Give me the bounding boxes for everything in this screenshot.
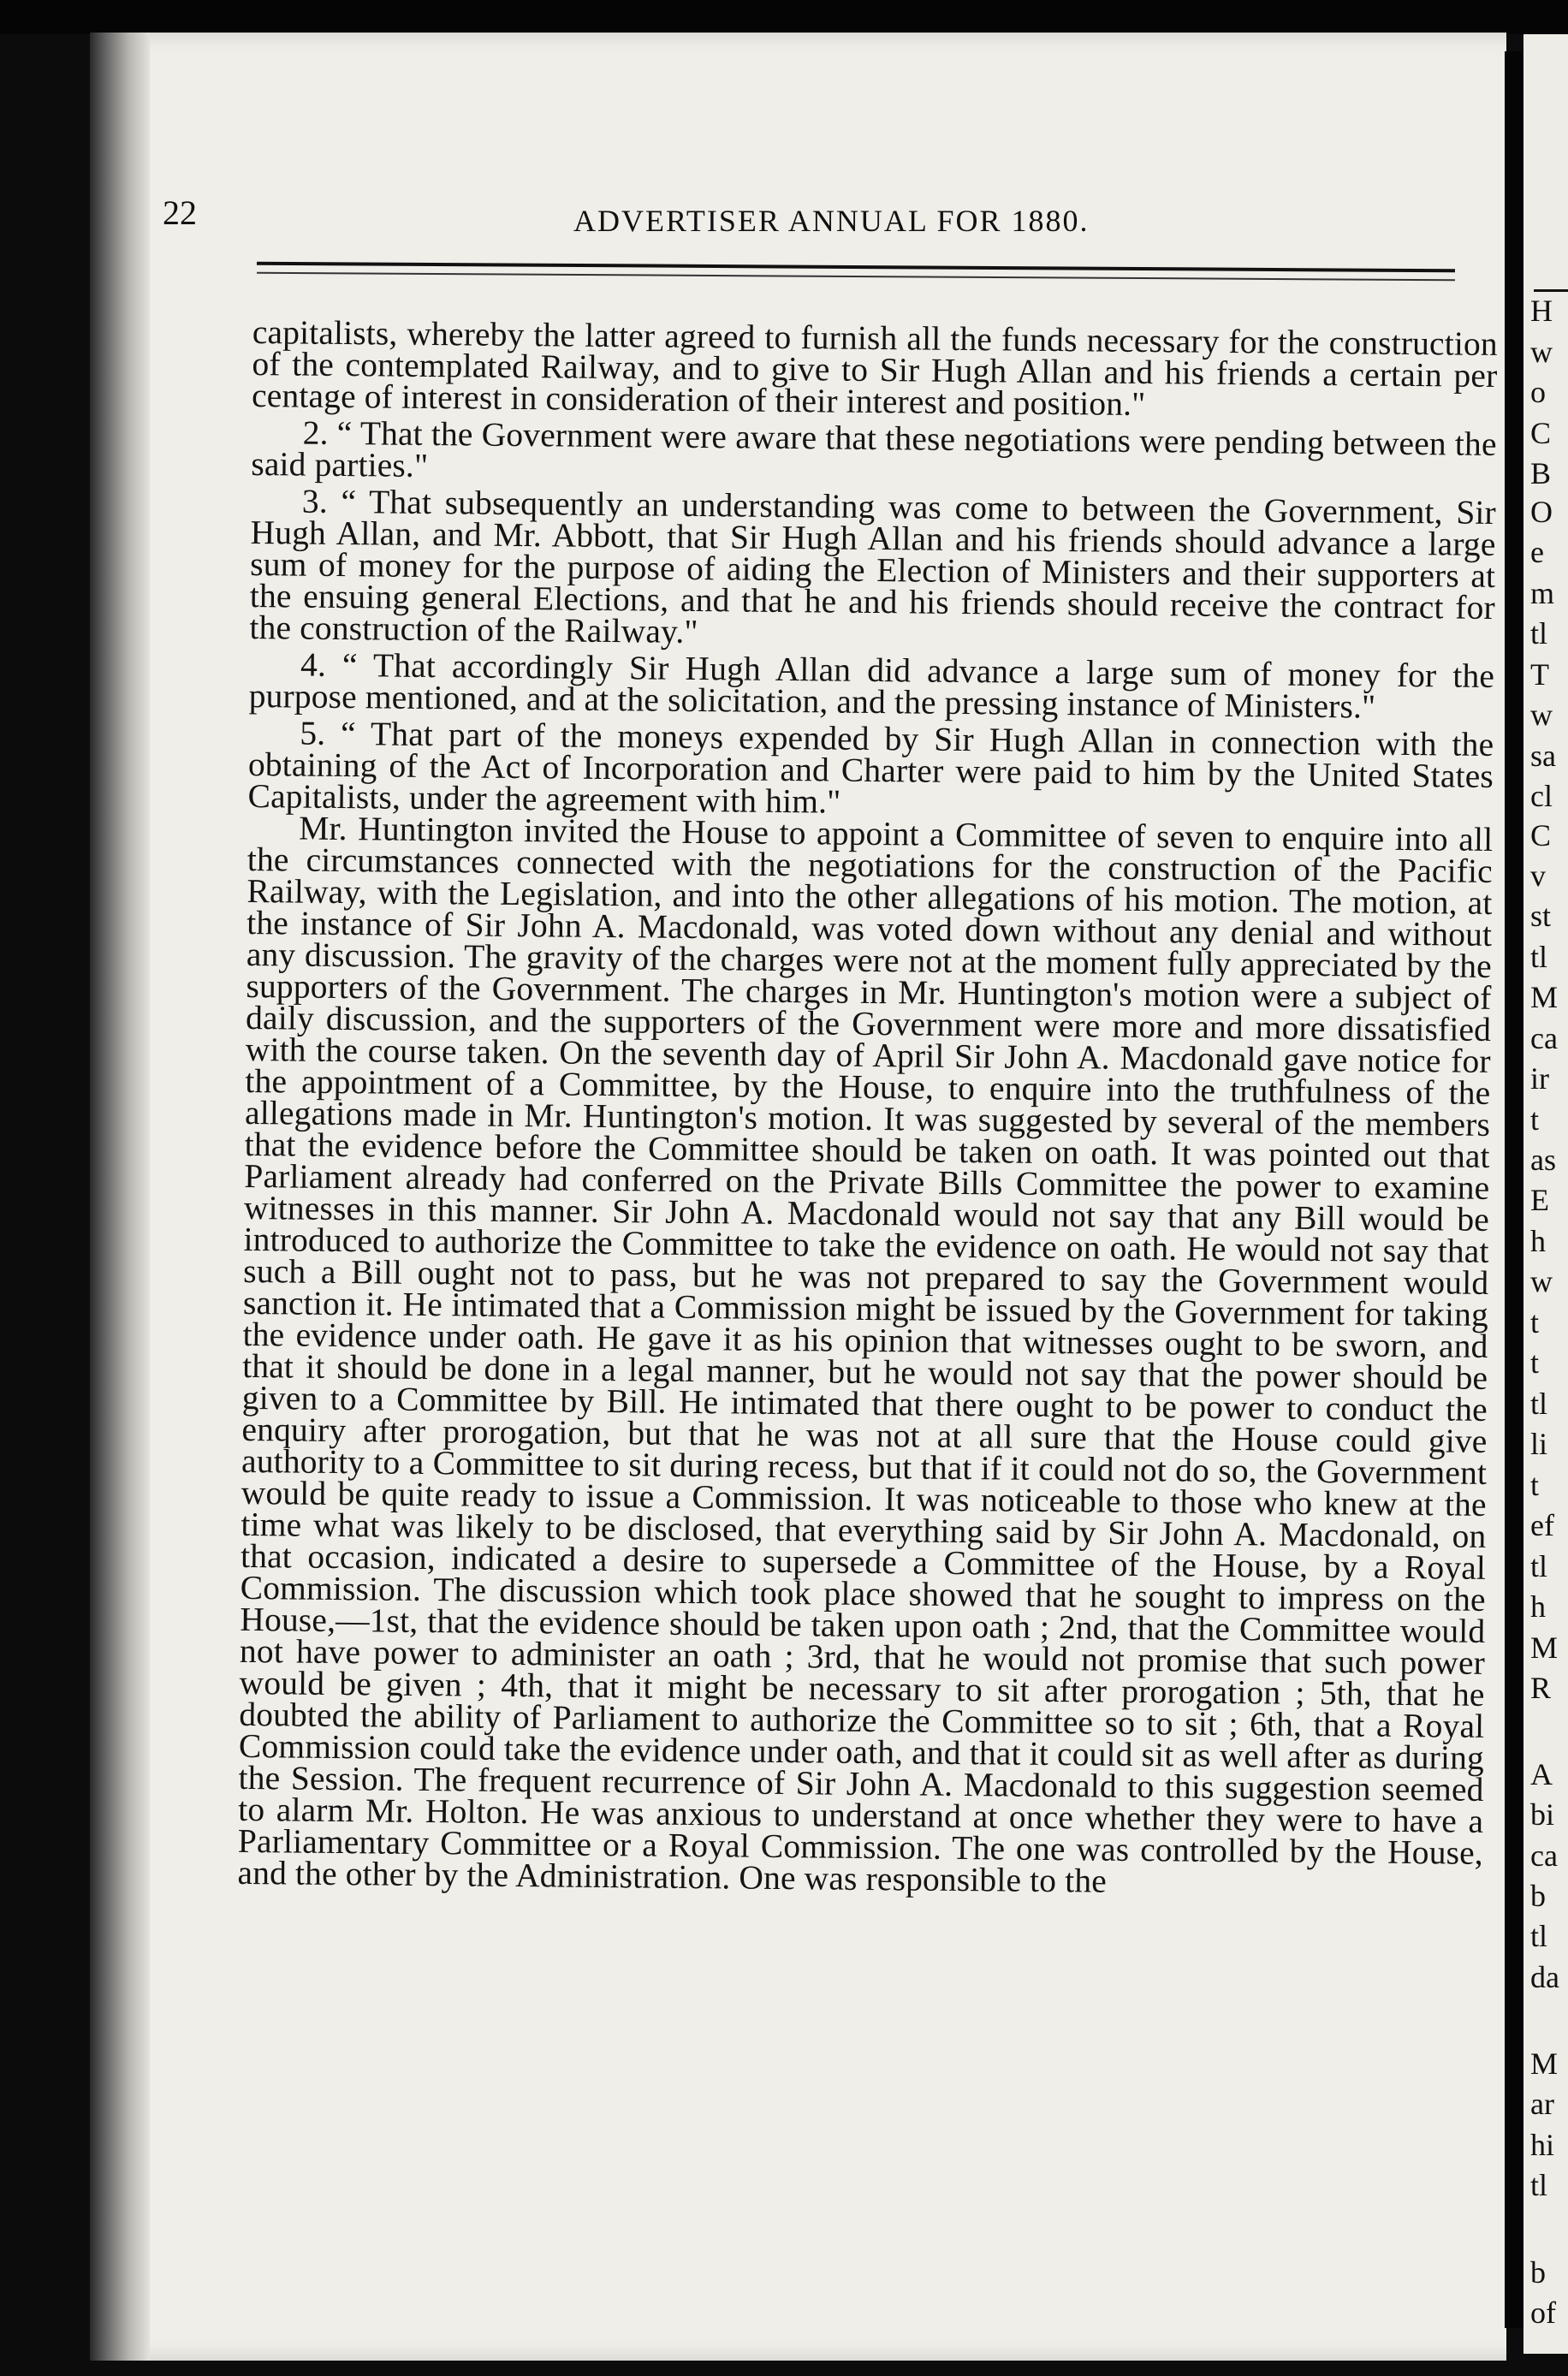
facing-page-fragment: tl [1530, 1919, 1548, 1953]
facing-page-fragment: tl [1530, 1387, 1548, 1421]
facing-page-fragment: A [1530, 1757, 1553, 1791]
paragraph: Mr. Huntington invited the House to appoint a Committee of seven to enquire into all the circumstances connected with the negotiations for the construction of the Pacific Railway, with the Legislation, and into the other allegations of his motion. The motion, at the instance of Sir John A. Macdonald, was voted down without any denial and without any discussion. The gravity of the charges were not at the moment fully appreciated by the supporters of the Government. The charges in Mr. Huntington's motion were a subject of daily discussion, and the supporters of the Government were more and more dissatisfied with the course taken. On the seventh day of April Sir John A. Macdonald gave notice for the appointment of a Committee, by the House, to enquire into the truthfulness of the allegations made in Mr. Huntington's motion. It was suggested by several of the members that the evidence before the Committee should be taken on oath. It was pointed out that Parliament already had conferred on the Private Bills Committee the power to examine witnesses in this manner. Sir John A. Macdonald would not say that any Bill would be introduced to authorize the Committee to take the evidence on oath. He would not say that such a Bill ought not to pass, but he was not prepared to say the Government would sanction it. He intimated that a Commission might be issued by the Government for taking the evidence under oath. He gave it as his opinion that witnesses ought to be sworn, and that it should be done in a legal manner, but he would not say that the power should be given to a Committee by Bill. He intimated that there ought to be power to conduct the enquiry after prorogation, but that he was not at all sure that the House could give authority to a Committee to sit during recess, but that if it could not do so, the Government would be quite ready to issue a Commission. It was noticeable to those who knew at the time what was likely to be disclosed, that everything said by Sir John A. Macdonald, on that occasion, indicated a desire to supersede a Committee of the House, by a Royal Commission. The discussion which took place showed that he sought to impress on the House,—1st, that the evidence should be taken upon oath ; 2nd, that the Committee would not have power to administer an oath ; 3rd, that he would not promise that such power would be given ; 4th, that it might be necessary to sit after prorogation ; 5th, that he doubted the ability of Parliament to authorize the Committee so to sit ; 6th, that a Royal Commission could take the evidence under oath, and that it could sit as well after as during the Session. The frequent recurrence of Sir John A. Macdonald to this suggestion seemed to alarm Mr. Holton. He was anxious to understand at once whether they were to have a Parliamentary Committee or a Royal Commission. The one was controlled by the House, and the other by the Administration. One was responsible to the [237, 809, 1494, 1900]
facing-page-fragment: C [1530, 818, 1552, 852]
facing-page-fragment: da [1530, 1960, 1559, 1994]
scan-border [0, 0, 1568, 34]
facing-page-fragment: R [1530, 1671, 1552, 1705]
facing-page-fragment: E [1530, 1183, 1549, 1217]
paragraph: 5. “ That part of the moneys expended by Sir Hugh Allan in connection with the obtaining of the Act of Incorporation and Charter were paid to him by the United States Capitalists, under the agreement with him." [247, 714, 1494, 821]
facing-page-fragment: bi [1530, 1797, 1555, 1832]
facing-page-fragment: as [1530, 1143, 1556, 1177]
facing-page-fragment: tl [1530, 616, 1548, 650]
facing-page-fragment: sa [1530, 739, 1556, 773]
facing-page-fragment: st [1530, 899, 1552, 933]
facing-page-fragment: b [1530, 2255, 1546, 2290]
page-binding-shadow [90, 33, 150, 2361]
facing-page-fragment: O [1530, 495, 1553, 529]
facing-page-fragment: o [1530, 375, 1546, 409]
facing-page-fragment: m [1530, 576, 1555, 610]
body-text [237, 313, 1498, 1901]
facing-page-fragment: h [1530, 1224, 1546, 1258]
facing-page-fragment: t [1530, 1345, 1540, 1380]
facing-page-fragment: h [1530, 1589, 1546, 1624]
facing-page-fragment: t [1530, 1102, 1540, 1137]
facing-page-fragment: t [1530, 1305, 1540, 1339]
facing-page-fragment: t [1530, 1468, 1540, 1502]
paragraph: 4. “ That accordingly Sir Hugh Allan did advance a large sum of money for the purpose mentioned, and at the solicitation, and the pressing instance of Ministers." [248, 645, 1495, 726]
facing-page-fragment: ca [1530, 1838, 1558, 1873]
paragraph: 3. “ That subsequently an understanding was come to between the Government, Sir Hugh Allan, and Mr. Abbott, that Sir Hugh Allan and his friends should advance a large sum of money for the purpose of aiding the Election of Ministers and their supporters at the ensuing general Elections, and that he and his friends should receive the contract for the construction of the Railway." [249, 482, 1497, 651]
facing-page-fragment: M [1530, 1631, 1559, 1665]
page-number: 22 [163, 193, 197, 232]
facing-page-fragment: w [1530, 335, 1553, 369]
facing-page-fragment: b [1530, 1879, 1546, 1913]
facing-page-fragment: ef [1530, 1508, 1554, 1542]
facing-page-fragment: tl [1530, 1549, 1548, 1583]
facing-page-fragment: C [1530, 416, 1552, 450]
facing-page-fragment: w [1530, 698, 1553, 732]
facing-page-fragment: M [1530, 2046, 1559, 2081]
facing-page-fragment: li [1530, 1427, 1548, 1461]
facing-page-fragment: tl [1530, 2168, 1548, 2202]
running-title: ADVERTISER ANNUAL FOR 1880. [573, 204, 1090, 238]
facing-page-fragment: B [1530, 456, 1552, 490]
facing-page-fragment: cl [1530, 779, 1553, 813]
facing-page-fragment: T [1530, 657, 1549, 692]
facing-page-fragment: hi [1530, 2128, 1555, 2162]
facing-page-fragment: ca [1530, 1021, 1558, 1055]
facing-page-fragment: e [1530, 535, 1544, 569]
page-gutter [1505, 51, 1523, 2328]
paragraph: capitalists, whereby the latter agreed to furnish all the funds necessary for the construction of the contemplated Railway, and to give to Sir Hugh Allan and his friends a certain per centage of interest in consideration of their interest and position." [251, 313, 1498, 424]
facing-page-fragment: H [1530, 294, 1553, 328]
paragraph: 2. “ That the Government were aware that these negotiations were pending between the said parties." [251, 413, 1497, 484]
facing-page-fragment: tl [1530, 940, 1548, 974]
facing-page-fragment: v [1530, 858, 1546, 893]
facing-page-fragment: of [1530, 2296, 1556, 2330]
facing-page-edge [1523, 34, 1568, 2354]
facing-page-fragment: ar [1530, 2087, 1554, 2121]
facing-page-fragment: ir [1530, 1061, 1549, 1096]
facing-page-fragment: M [1530, 980, 1559, 1014]
page-header [163, 193, 1498, 244]
facing-page-fragment: w [1530, 1264, 1553, 1298]
facing-page-rule [1534, 289, 1568, 292]
